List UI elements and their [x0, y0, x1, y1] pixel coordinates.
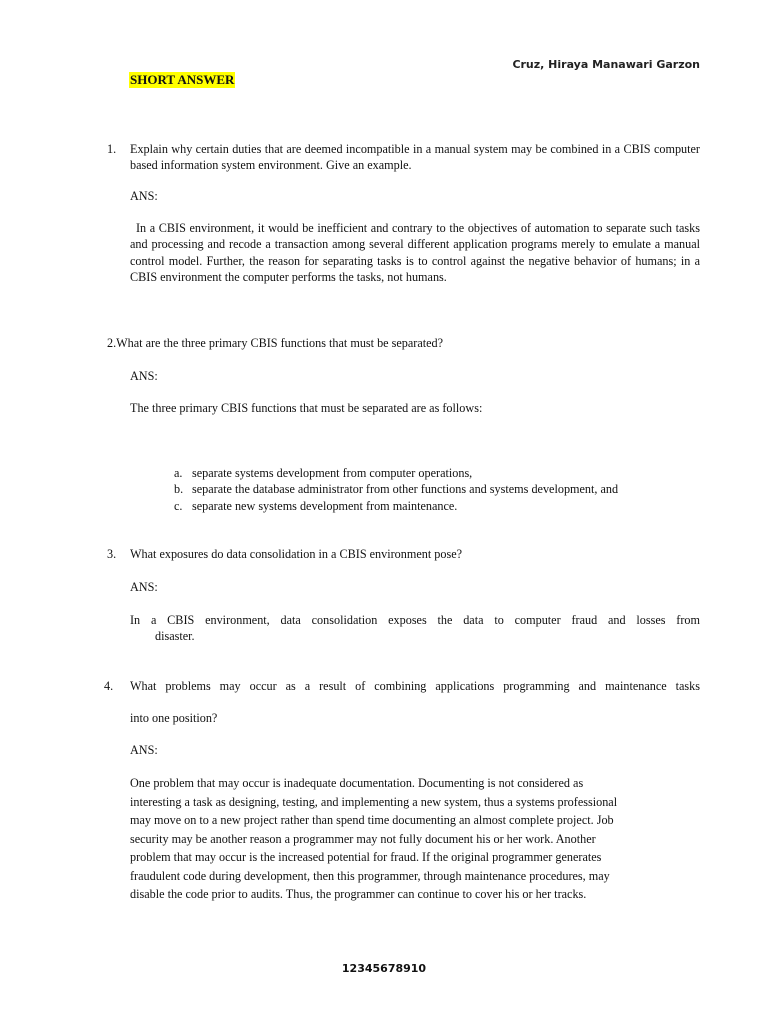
question-3-number: 3.	[107, 547, 117, 561]
question-3-text: What exposures do data consolidation in a CBIS environment pose?	[130, 547, 463, 561]
question-2-intro: The three primary CBIS functions that must be separated are as follows:	[130, 401, 483, 415]
list-item-text: separate the database administrator from other functions and systems development, and	[192, 482, 619, 497]
answer-line: may move on to a new project rather than spend time documenting an almost complete project. Job	[130, 813, 614, 827]
question-4-text-line-1: What problems may occur as a result of combining applications programming and maintenance tasks	[130, 679, 700, 693]
question-2-text: 2.What are the three primary CBIS functions that must be separated?	[107, 336, 444, 350]
list-item-text: separate systems development from computer operations,	[192, 466, 473, 480]
list-item	[174, 498, 618, 514]
answer-line: problem that may occur is the increased potential for fraud. If the original programmer generates	[130, 850, 602, 864]
question-1-answer: In a CBIS environment, it would be inefficient and contrary to the objectives of automation to separate such tasks and processing and recode a transaction among several different application programs merely to emulate a manual control model. Further, the reason for separating tasks is to control against the negative behavior of humans; in a CBIS environment the computer performs the tasks, not humans.	[130, 221, 700, 285]
author-name: Cruz, Hiraya Manawari Garzon	[512, 58, 700, 71]
question-1-ans-label: ANS:	[130, 189, 158, 203]
answer-line: fraudulent code during development, then this programmer, through maintenance procedures, may	[130, 868, 610, 883]
question-2-ans-label: ANS:	[130, 369, 158, 383]
answer-line: disable the code prior to audits. Thus, the programmer can continue to cover his or her tracks.	[130, 887, 587, 901]
answer-line: interesting a task as designing, testing, and implementing a new system, thus a systems professional	[130, 794, 618, 809]
question-4-answer	[130, 774, 617, 904]
question-1-text: Explain why certain duties that are deemed incompatible in a manual system may be combined in a CBIS computer based information system environment. Give an example.	[130, 142, 700, 173]
list-marker: a.	[174, 466, 183, 480]
list-item-text: separate new systems development from maintenance.	[192, 498, 458, 513]
question-3-answer-line-1: In a CBIS environment, data consolidation exposes the data to computer fraud and losses from	[130, 613, 700, 627]
question-3-answer-line-2: disaster.	[155, 629, 195, 643]
question-4-text-line-2: into one position?	[130, 711, 218, 725]
answer-line: security may be another reason a programmer may not fully document his or her work. Another	[130, 831, 596, 846]
question-2-list	[174, 465, 618, 514]
page-footer: 12345678910	[341, 962, 427, 975]
question-4-ans-label: ANS:	[130, 743, 158, 757]
question-3-ans-label: ANS:	[130, 580, 158, 594]
list-marker: b.	[174, 482, 184, 497]
question-1-number: 1.	[107, 142, 117, 156]
list-item	[174, 465, 618, 481]
answer-line: One problem that may occur is inadequate documentation. Documenting is not considered as	[130, 776, 584, 790]
list-marker: c.	[174, 498, 183, 513]
section-heading: SHORT ANSWER	[130, 72, 235, 87]
question-4-number: 4.	[104, 679, 114, 693]
list-item	[174, 481, 618, 497]
